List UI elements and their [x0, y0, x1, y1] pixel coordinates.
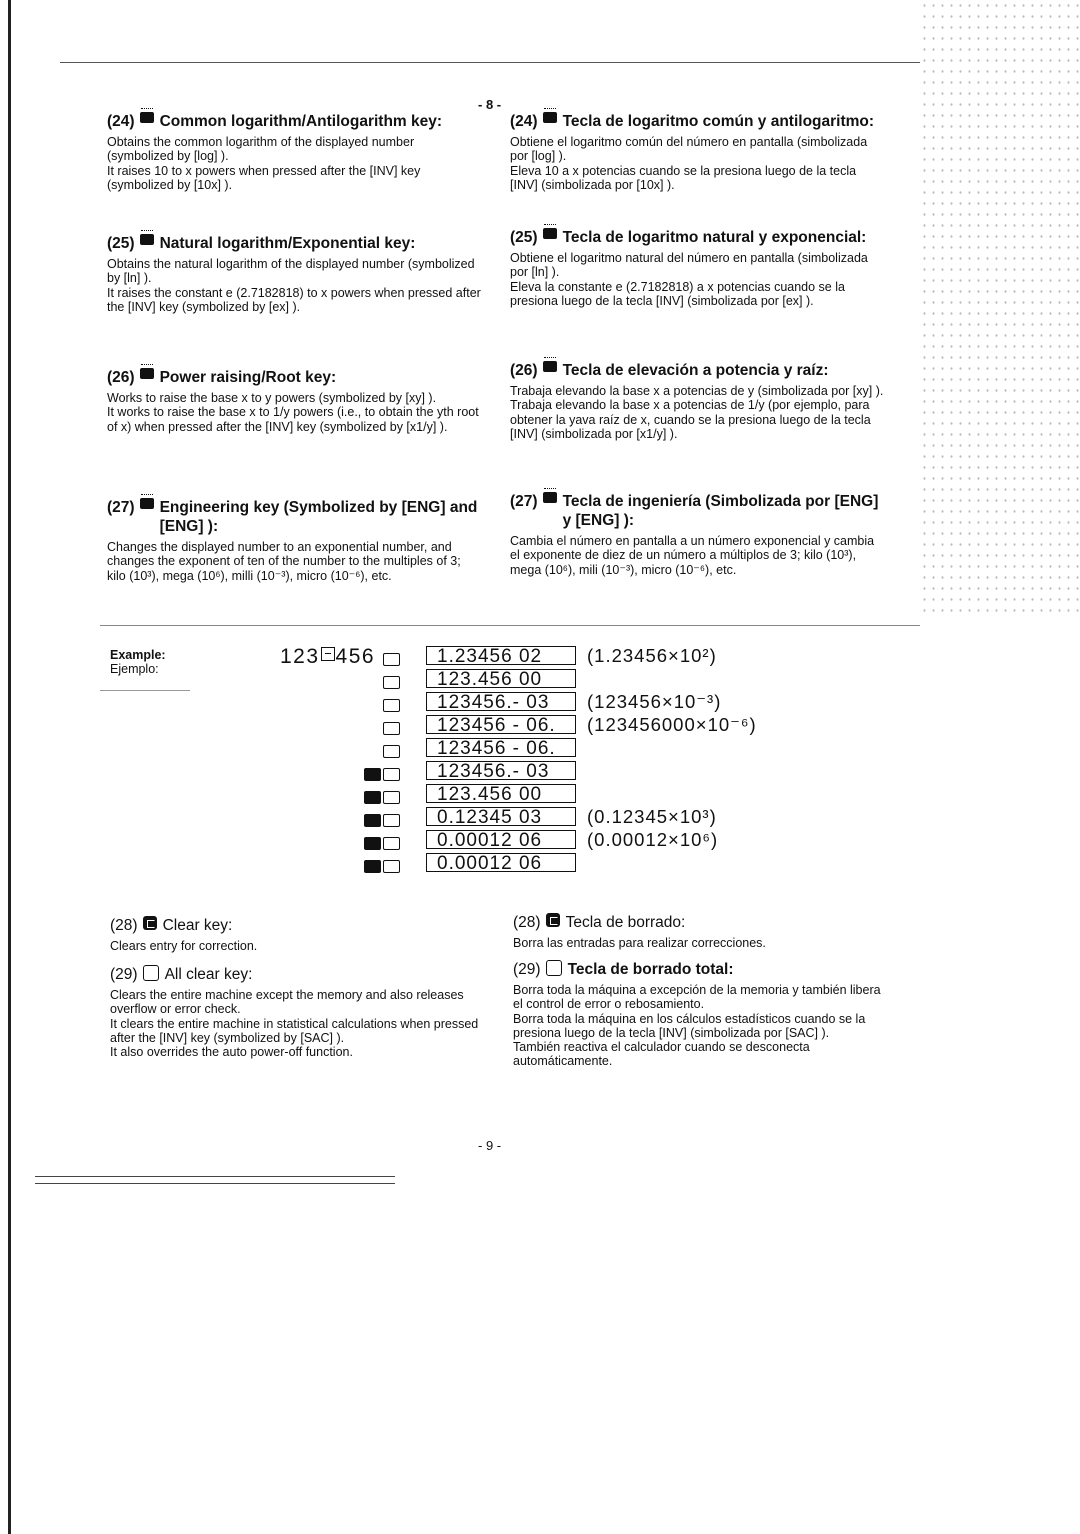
all-clear-key-icon — [143, 965, 159, 981]
en-29-para-1: Clears the entire machine except the memory and also releases overflow or error check. — [110, 988, 464, 1017]
en-26-para-1: Works to raise the base x to y powers (symbolized by [xy] ). — [107, 391, 437, 405]
en-26-para-2: It works to raise the base x to 1/y powers (i.e., to obtain the yth root of x) when pressed after the [INV] key (symbolized by [x1/y] ). — [107, 405, 479, 434]
page-left-edge-bar — [8, 0, 11, 1534]
es-25-heading — [510, 228, 885, 247]
eng-key-icon — [140, 498, 154, 509]
es-26-body — [510, 384, 885, 441]
bottom-double-rule — [35, 1176, 395, 1184]
es-28-heading — [513, 913, 888, 932]
eng-key-icon — [383, 814, 400, 827]
es-24-title: Tecla de logaritmo común y antilogaritmo: — [562, 113, 875, 130]
calculator-display-readout: 123.456 00 — [426, 669, 576, 688]
en-28-number: (28) — [110, 917, 138, 934]
eng-key-icon — [383, 699, 400, 712]
en-25-para-2: It raises the constant e (2.7182818) to x powers when pressed after the [INV] key (symbolized by [ex] ). — [107, 285, 481, 314]
es-section-27 — [510, 492, 885, 577]
es-27-para-1: Cambia el número en pantalla a un número exponencial y cambia el exponente de diez de un número a múltiplos de 3; kilo (10³), mega (10⁶), mili (10⁻³), micro (10⁻⁶), etc. — [510, 534, 875, 577]
en-section-26 — [107, 368, 482, 434]
example-top-rule — [100, 625, 920, 626]
es-section-24 — [510, 112, 885, 192]
calculator-display-readout: 123456.- 03 — [426, 761, 576, 780]
es-25-para-1: Obtiene el logaritmo natural del número en pantalla (simbolizada por [ln] ). — [510, 251, 868, 280]
es-28-body — [513, 936, 888, 950]
key-press-row — [320, 832, 400, 855]
scientific-notation-note — [587, 736, 757, 759]
clear-key-icon — [143, 916, 157, 930]
es-28-number: (28) — [513, 914, 541, 931]
en-29-para-3: It also overrides the auto power-off function. — [110, 1045, 353, 1060]
en-section-25 — [107, 234, 482, 314]
es-24-para-1: Obtiene el logaritmo común del número en pantalla (simbolizada por [log] ). — [510, 135, 868, 164]
calculator-display-readout: 123.456 00 — [426, 784, 576, 803]
en-29-number: (29) — [110, 966, 138, 983]
es-26-heading — [510, 361, 885, 380]
es-24-para-2: Eleva 10 a x potencias cuando se la presiona luego de la tecla [INV] (simbolizada por [10x] ). — [510, 163, 857, 192]
en-27-number: (27) — [107, 499, 135, 516]
en-24-heading — [107, 112, 482, 131]
eng-key-icon — [383, 676, 400, 689]
clear-key-icon — [546, 913, 560, 927]
en-24-number: (24) — [107, 113, 135, 130]
es-27-body — [510, 534, 885, 577]
example-label-es: Ejemplo: — [110, 662, 159, 676]
key-press-row — [320, 694, 400, 717]
es-25-body — [510, 251, 885, 308]
en-26-heading — [107, 368, 482, 387]
es-29-heading — [513, 960, 888, 979]
scientific-notation-note: (0.00012×10⁶) — [587, 829, 719, 850]
en-27-title: Engineering key (Symbolized by [ENG] and [ENG] ): — [159, 499, 478, 535]
key-press-row — [320, 648, 400, 671]
ln-key-icon — [543, 228, 557, 239]
en-26-title: Power raising/Root key: — [159, 369, 337, 386]
es-section-26 — [510, 361, 885, 441]
example-notes — [587, 644, 757, 874]
bottom-page-number: - 9 - — [478, 1138, 502, 1153]
en-25-body — [107, 257, 482, 314]
es-29-para-2: Borra toda la máquina en los cálculos estadísticos cuando se la presiona luego de la tecla [INV] (simbolizada por [SAC] ). — [513, 1011, 866, 1040]
en-27-body — [107, 540, 482, 583]
en-section-28 — [110, 916, 485, 953]
eng-key-icon — [383, 837, 400, 850]
es-27-title: Tecla de ingeniería (Simbolizada por [ENG] y [ENG] ): — [562, 493, 879, 529]
es-26-number: (26) — [510, 362, 538, 379]
inv-key-icon — [364, 768, 381, 781]
es-section-25 — [510, 228, 885, 308]
en-section-27 — [107, 498, 482, 583]
ln-key-icon — [140, 234, 154, 245]
eng-key-icon — [383, 791, 400, 804]
en-27-heading — [107, 498, 482, 536]
key-press-row — [320, 717, 400, 740]
en-28-para-1: Clears entry for correction. — [110, 939, 258, 953]
en-section-24 — [107, 112, 482, 192]
es-24-number: (24) — [510, 113, 538, 130]
scientific-notation-note — [587, 782, 757, 805]
en-28-body — [110, 939, 485, 953]
scientific-notation-note — [587, 667, 757, 690]
all-clear-key-icon — [546, 960, 562, 976]
example-label-block — [110, 648, 166, 676]
inv-key-icon — [364, 814, 381, 827]
calculator-display-readout: 1.23456 02 — [426, 646, 576, 665]
log-key-icon — [543, 112, 557, 123]
en-29-body — [110, 988, 485, 1059]
key-press-row — [320, 786, 400, 809]
example-displays — [426, 646, 576, 876]
scientific-notation-note — [587, 851, 757, 874]
key-press-row — [320, 740, 400, 763]
es-25-title: Tecla de logaritmo natural y exponencial: — [562, 229, 867, 246]
key-press-row — [320, 809, 400, 832]
en-26-body — [107, 391, 482, 434]
inv-key-icon — [364, 860, 381, 873]
top-rule — [60, 62, 920, 63]
es-26-para-2: Trabaja elevando la base x a potencias de 1/y (por ejemplo, para obtener la yava raíz de x, cuando se la presiona luego de la tecla [INV] (simbolizada por [x1/y] ). — [510, 398, 871, 441]
es-27-heading — [510, 492, 885, 530]
en-24-body — [107, 135, 482, 192]
example-label-rule — [100, 690, 190, 691]
en-29-para-2: It clears the entire machine in statistical calculations when pressed after the [INV] key (symbolized by [SAC] ). — [110, 1016, 479, 1045]
example-label-en: Example: — [110, 648, 166, 662]
eng-key-icon — [383, 653, 400, 666]
es-29-title: Tecla de borrado total: — [567, 961, 734, 978]
es-25-number: (25) — [510, 229, 538, 246]
scientific-notation-note: (0.12345×10³) — [587, 806, 717, 827]
key-press-row — [320, 763, 400, 786]
eng-key-icon — [543, 492, 557, 503]
eng-key-icon — [383, 722, 400, 735]
en-24-para-1: Obtains the common logarithm of the displayed number (symbolized by [log] ). — [107, 135, 415, 164]
en-25-title: Natural logarithm/Exponential key: — [159, 235, 416, 252]
es-28-para-1: Borra las entradas para realizar correcciones. — [513, 936, 766, 950]
eng-key-icon — [383, 745, 400, 758]
es-24-body — [510, 135, 885, 192]
en-25-para-1: Obtains the natural logarithm of the displayed number (symbolized by [ln] ). — [107, 257, 475, 286]
en-24-para-2: It raises 10 to x powers when pressed after the [INV] key (symbolized by [10x] ). — [107, 163, 421, 192]
es-29-body — [513, 983, 888, 1069]
top-page-number: - 8 - — [478, 97, 502, 112]
log-key-icon — [140, 112, 154, 123]
power-key-icon — [543, 361, 557, 372]
calculator-display-readout: 123456 - 06. — [426, 738, 576, 757]
sequence-first-digits: 123 — [280, 645, 320, 668]
es-27-number: (27) — [510, 493, 538, 510]
calculator-display-readout: 0.00012 06 — [426, 830, 576, 849]
scan-speckle-texture — [920, 0, 1080, 620]
es-29-para-3: También reactiva el calculador cuando se desconecta automáticamente. — [513, 1040, 810, 1069]
calculator-display-readout: 123456 - 06. — [426, 715, 576, 734]
es-26-para-1: Trabaja elevando la base x a potencias de y (simbolizada por [xy] ). — [510, 384, 884, 398]
key-press-row — [320, 671, 400, 694]
es-28-title: Tecla de borrado: — [565, 914, 686, 931]
es-25-para-2: Eleva la constante e (2.7182818) a x potencias cuando se la presiona luego de la tecla [INV] (simbolizada por [ex] ). — [510, 279, 845, 308]
es-29-number: (29) — [513, 961, 541, 978]
example-key-rows — [320, 648, 400, 878]
calculator-display-readout: 123456.- 03 — [426, 692, 576, 711]
en-25-number: (25) — [107, 235, 135, 252]
es-section-29 — [513, 960, 888, 1069]
en-27-para-1: Changes the displayed number to an exponential number, and changes the exponent of ten of the number to the multiples of 3; kilo (10³), mega (10⁶), milli (10⁻³), micro (10⁻⁶), etc. — [107, 540, 461, 583]
calculator-display-readout: 0.12345 03 — [426, 807, 576, 826]
scientific-notation-note: (123456000×10⁻⁶) — [587, 714, 757, 735]
en-25-heading — [107, 234, 482, 253]
en-28-title: Clear key: — [162, 917, 233, 934]
es-29-para-1: Borra toda la máquina a excepción de la memoria y también libera el control de error o rebosamiento. — [513, 983, 881, 1012]
eng-key-icon — [383, 768, 400, 781]
calculator-display-readout: 0.00012 06 — [426, 853, 576, 872]
inv-key-icon — [364, 837, 381, 850]
scientific-notation-note — [587, 759, 757, 782]
scientific-notation-note: (1.23456×10²) — [587, 645, 717, 666]
key-press-row — [320, 855, 400, 878]
en-24-title: Common logarithm/Antilogarithm key: — [159, 113, 443, 130]
es-26-title: Tecla de elevación a potencia y raíz: — [562, 362, 829, 379]
sequence-last-digits: 456 — [335, 645, 376, 668]
power-key-icon — [140, 368, 154, 379]
scientific-notation-note: (123456×10⁻³) — [587, 691, 722, 712]
en-26-number: (26) — [107, 369, 135, 386]
en-29-heading — [110, 965, 485, 984]
es-24-heading — [510, 112, 885, 131]
es-section-28 — [513, 913, 888, 950]
en-section-29 — [110, 965, 485, 1059]
en-28-heading — [110, 916, 485, 935]
en-29-title: All clear key: — [164, 966, 253, 983]
eng-key-icon — [383, 860, 400, 873]
inv-key-icon — [364, 791, 381, 804]
